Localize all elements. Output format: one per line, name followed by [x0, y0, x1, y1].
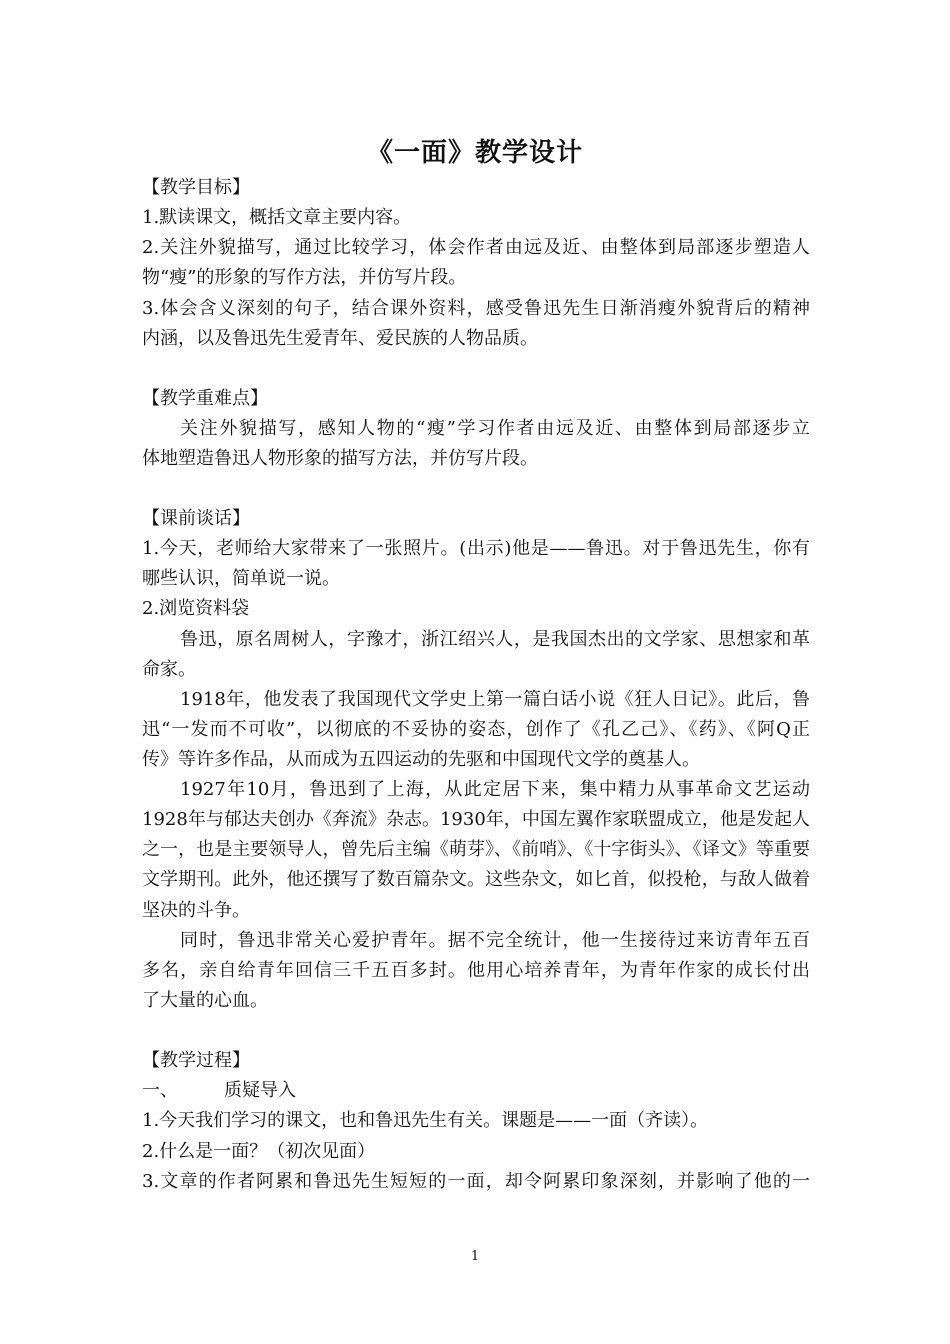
- objective-item-3-line-2: 内涵，以及鲁迅先生爱青年、爱民族的人物品质。: [142, 328, 538, 349]
- objective-item-2-line-2: 物“瘦”的形象的写作方法，并仿写片段。: [142, 267, 467, 288]
- bio-paragraph-3-line-1: 1927年10月，鲁迅到了上海，从此定居下来，集中精力从事革命文艺运动: [180, 779, 810, 800]
- process-item-2: 2.什么是一面？（初次见面）: [142, 1141, 376, 1162]
- bio-paragraph-4-line-1: 同时，鲁迅非常关心爱护青年。据不完全统计，他一生接待过来访青年五百: [180, 930, 810, 951]
- process-section-1: [142, 1081, 810, 1101]
- bio-paragraph-3-line-3: 之一，也是主要领导人，曾先后主编《萌芽》、《前哨》、《十字街头》、《译文》等重要: [142, 839, 810, 860]
- key-points-heading: 【教学重难点】: [142, 388, 268, 409]
- bio-paragraph-4-line-3: 了大量的心血。: [142, 990, 268, 1011]
- process-item-3: 3.文章的作者阿累和鲁迅先生短短的一面，却令阿累印象深刻，并影响了他的一: [142, 1171, 810, 1192]
- bio-paragraph-3-line-4: 文学期刊。此外，他还撰写了数百篇杂文。这些杂文，如匕首，似投枪，与敌人做着: [142, 869, 810, 890]
- pre-class-item-1-line-1: 1.今天，老师给大家带来了一张照片。(出示)他是——鲁迅。对于鲁迅先生，你有: [142, 538, 810, 559]
- objective-item-2-line-1: 2.关注外貌描写，通过比较学习，体会作者由远及近、由整体到局部逐步塑造人: [142, 237, 810, 258]
- page-title: 《一面》教学设计: [366, 138, 583, 168]
- objective-item-1: 1.默读课文，概括文章主要内容。: [142, 207, 412, 228]
- section-number: 一、: [142, 1080, 178, 1101]
- bio-paragraph-3-line-5: 坚决的斗争。: [142, 900, 250, 921]
- objectives-heading: 【教学目标】: [142, 177, 250, 198]
- section-title: 质疑导入: [224, 1080, 296, 1101]
- objective-item-3-line-1: 3.体会含义深刻的句子，结合课外资料，感受鲁迅先生日渐消瘦外貌背后的精神: [142, 298, 810, 319]
- bio-paragraph-3-line-2: 1928年与郁达夫创办《奔流》杂志。1930年，中国左翼作家联盟成立，他是发起人: [142, 809, 810, 830]
- process-item-1: 1.今天我们学习的课文，也和鲁迅先生有关。课题是——一面（齐读）。: [142, 1110, 709, 1131]
- pre-class-item-1-line-2: 哪些认识，简单说一说。: [142, 568, 340, 589]
- process-heading: 【教学过程】: [142, 1050, 250, 1071]
- key-points-line-2: 体地塑造鲁迅人物形象的描写方法，并仿写片段。: [142, 448, 538, 469]
- bio-paragraph-2-line-3: 传》等许多作品，从而成为五四运动的先驱和中国现代文学的奠基人。: [142, 749, 700, 770]
- bio-paragraph-1-line-2: 命家。: [142, 659, 196, 680]
- pre-class-item-2: 2.浏览资料袋: [142, 598, 250, 619]
- pre-class-heading: 【课前谈话】: [142, 508, 250, 529]
- bio-paragraph-1-line-1: 鲁迅，原名周树人，字豫才，浙江绍兴人，是我国杰出的文学家、思想家和革: [180, 629, 810, 650]
- page-number: 1: [470, 1249, 480, 1264]
- bio-paragraph-4-line-2: 多名，亲自给青年回信三千五百多封。他用心培养青年，为青年作家的成长付出: [142, 960, 810, 981]
- bio-paragraph-2-line-1: 1918年，他发表了我国现代文学史上第一篇白话小说《狂人日记》。此后，鲁: [180, 689, 810, 710]
- bio-paragraph-2-line-2: 迅“一发而不可收”，以彻底的不妥协的姿态，创作了《孔乙己》、《药》、《阿Q正: [142, 719, 810, 740]
- key-points-line-1: 关注外貌描写，感知人物的“瘦”学习作者由远及近、由整体到局部逐步立: [180, 418, 810, 439]
